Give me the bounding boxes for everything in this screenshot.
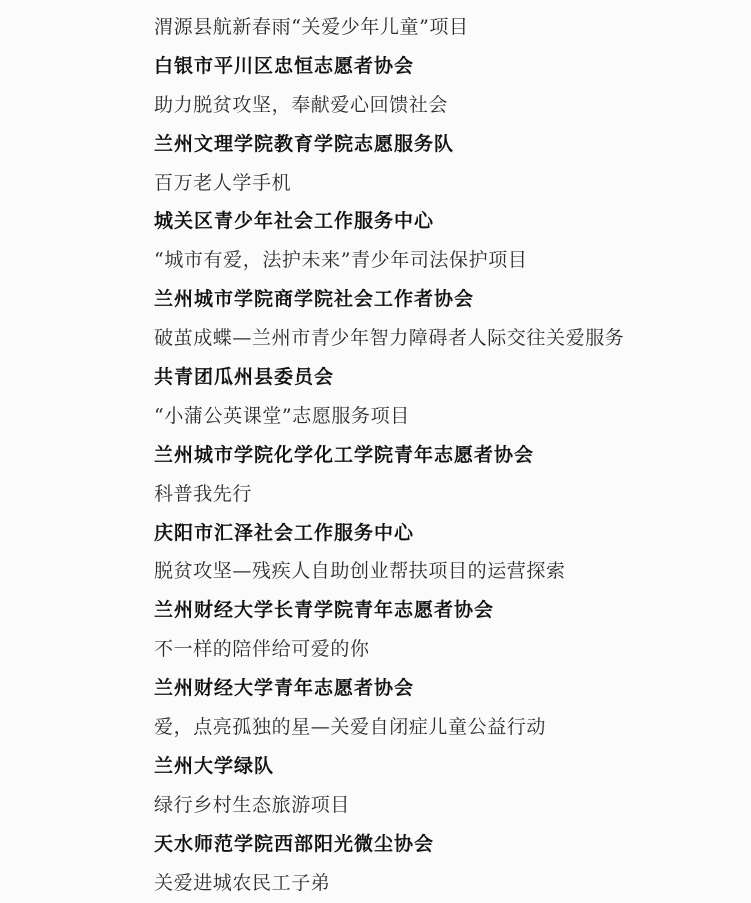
organization-name: 庆阳市汇泽社会工作服务中心 [154, 521, 415, 544]
list-item [154, 591, 744, 630]
list-item [154, 786, 744, 825]
list-item [154, 86, 744, 125]
list-item [154, 436, 744, 475]
project-name: 绿行乡村生态旅游项目 [154, 793, 351, 816]
organization-name: 兰州财经大学青年志愿者协会 [154, 677, 415, 700]
list-item [154, 47, 744, 86]
organization-name: 天水师范学院西部阳光微尘协会 [154, 832, 435, 855]
list-item [154, 475, 744, 514]
list-item [154, 280, 744, 319]
organization-name: 兰州城市学院化学化工学院青年志愿者协会 [154, 443, 535, 466]
list-item [154, 708, 744, 747]
list-item [154, 358, 744, 397]
list-item [154, 669, 744, 708]
project-name: 破茧成蝶—兰州市青少年智力障碍者人际交往关爱服务 [154, 327, 625, 350]
project-name: 科普我先行 [154, 482, 253, 505]
organization-name: 兰州财经大学长青学院青年志愿者协会 [154, 599, 495, 622]
organization-name: 兰州文理学院教育学院志愿服务队 [154, 132, 455, 155]
project-name: “城市有爱，法护未来”青少年司法保护项目 [154, 249, 528, 272]
project-name: 渭源县航新春雨“关爱少年儿童”项目 [154, 16, 469, 38]
project-name: “小蒲公英课堂”志愿服务项目 [154, 404, 410, 427]
list-item [154, 630, 744, 669]
list-item [154, 319, 744, 358]
list-item [154, 125, 744, 164]
project-name: 爱，点亮孤独的星—关爱自闭症儿童公益行动 [154, 716, 547, 739]
organization-name: 兰州大学绿队 [154, 754, 275, 777]
project-name: 百万老人学手机 [154, 171, 292, 194]
organization-name: 共青团瓜州县委员会 [154, 366, 335, 389]
project-name: 不一样的陪伴给可爱的你 [154, 638, 370, 661]
award-list [154, 8, 744, 902]
list-item [154, 164, 744, 203]
project-name: 助力脱贫攻坚，奉献爱心回馈社会 [154, 93, 449, 116]
project-name: 脱贫攻坚—残疾人自助创业帮扶项目的运营探索 [154, 560, 566, 583]
list-item [154, 8, 744, 47]
list-item [154, 241, 744, 280]
list-item [154, 397, 744, 436]
list-item [154, 202, 744, 241]
organization-name: 白银市平川区忠恒志愿者协会 [154, 54, 415, 77]
organization-name: 兰州城市学院商学院社会工作者协会 [154, 288, 475, 311]
organization-name: 城关区青少年社会工作服务中心 [154, 210, 435, 233]
list-item [154, 825, 744, 864]
list-item [154, 864, 744, 903]
list-item [154, 514, 744, 553]
list-item [154, 552, 744, 591]
list-item [154, 747, 744, 786]
project-name: 关爱进城农民工子弟 [154, 871, 331, 894]
